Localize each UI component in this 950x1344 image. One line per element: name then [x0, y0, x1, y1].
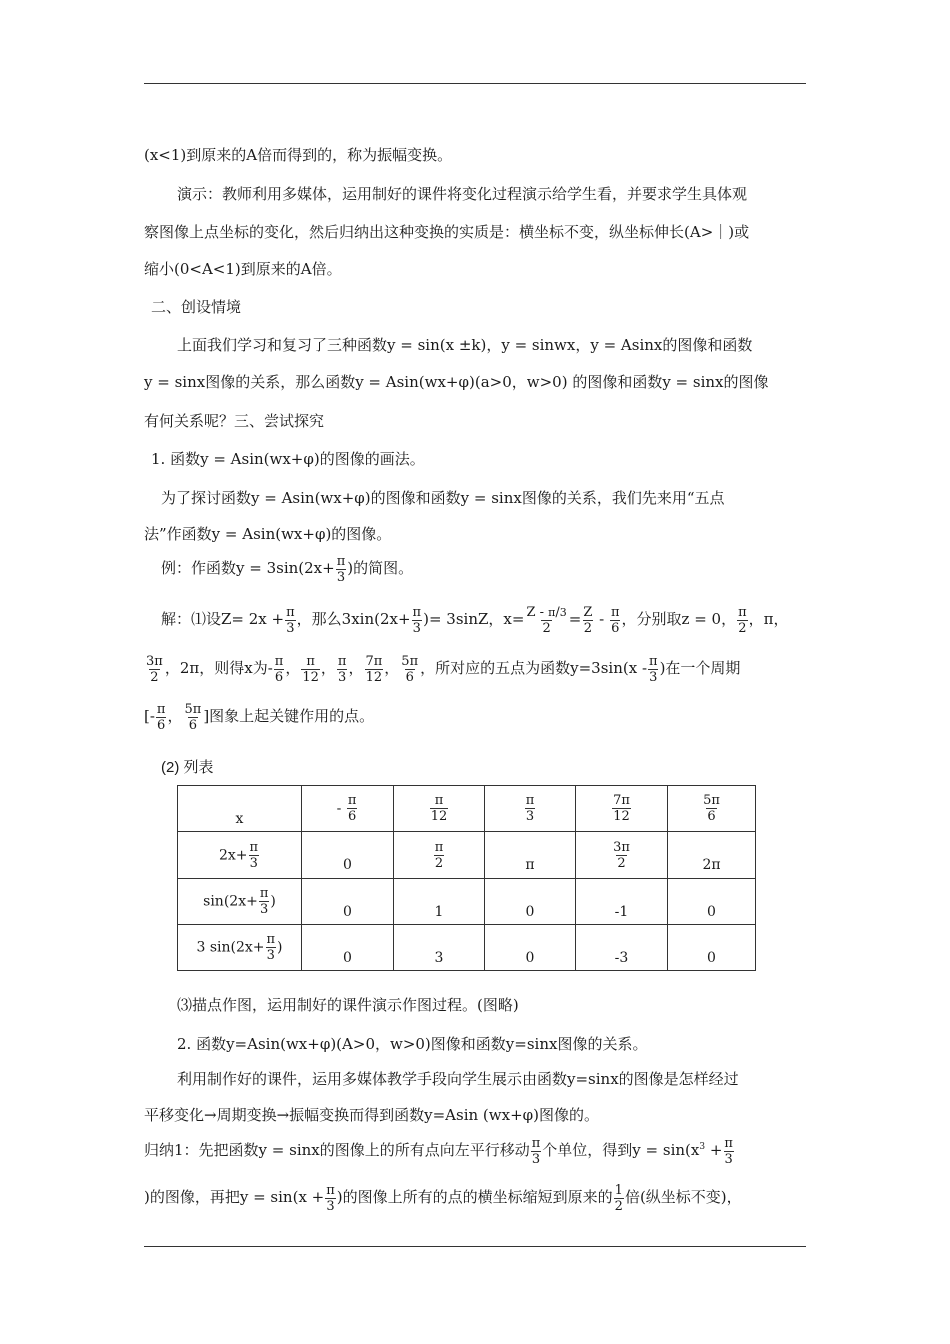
- fraction-pi-over-12: $\frac{\pi}{12}$: [302, 653, 319, 685]
- table-header-2x: 2x+ $\frac{\pi}{3}$: [178, 832, 302, 879]
- paragraph-explore-1: 为了探讨函数y = Asin(wx+φ)的图像和函数y = sinx图像的关系，我们先来用“五点: [161, 489, 725, 507]
- paragraph-courseware-2: 平移变化→周期变换→振幅变换而得到函数y=Asin (wx+φ)图像的。: [144, 1106, 600, 1124]
- solution-text: ，π，: [748, 610, 789, 628]
- table-cell: π: [485, 832, 576, 879]
- table-cell: $\frac{3\pi}{2}$: [576, 832, 668, 879]
- fraction-pi-over-3: $\frac{\pi}{3}$: [326, 1182, 335, 1214]
- solution-text: 解：⑴设Z= 2x +: [161, 610, 285, 628]
- section-heading-2: 二、创设情境: [151, 298, 242, 316]
- table-cell: $\frac{\pi}{3}$: [485, 786, 576, 832]
- summary-text: )的图像，再把y = sin(x +: [144, 1188, 325, 1206]
- solution-text: ，所对应的五点为函数y=3sin(x -: [420, 659, 648, 677]
- solution-text: ，: [167, 707, 183, 725]
- table-cell: -3: [576, 925, 668, 971]
- fraction-5pi-over-6: $\frac{5\pi}{6}$: [184, 701, 202, 733]
- fraction-pi-over-3: $\frac{\pi}{3}$: [724, 1135, 733, 1167]
- solution-line-1: [161, 598, 789, 640]
- comma: ，: [384, 659, 400, 677]
- fraction-5pi-over-6: $\frac{5\pi}{6}$: [401, 653, 419, 685]
- footer-rule: [144, 1246, 806, 1247]
- table-cell: 2π: [668, 832, 756, 879]
- fraction-pi-over-3: $\frac{\pi}{3}$: [336, 553, 346, 585]
- paragraph-demo-2: 察图像上点坐标的变化，然后归纳出这种变换的实质是：横坐标不变，纵坐标伸长(A>｜)或: [144, 223, 750, 241]
- paragraph-demo-3: 缩小(0<A<1)到原来的A倍。: [144, 260, 342, 278]
- summary-text: )的图像上所有的点的横坐标缩短到原来的: [336, 1188, 613, 1206]
- solution-text: )= 3sinZ，x=: [423, 610, 525, 628]
- equals-sign: =: [568, 610, 582, 628]
- fraction-pi-over-6: $\frac{\pi}{6}$: [156, 701, 166, 733]
- table-cell: $\frac{5\pi}{6}$: [668, 786, 756, 832]
- fraction-pi-over-3: $\frac{\pi}{3}$: [286, 604, 295, 636]
- table-cell: $\frac{\pi}{12}$: [394, 786, 485, 832]
- fraction-pi-over-2: $\frac{\pi}{2}$: [738, 604, 747, 636]
- solution-text: ]图象上起关键作用的点。: [203, 707, 375, 725]
- solution-text: [-: [144, 707, 155, 725]
- fraction-pi-over-6: $\frac{\pi}{6}$: [611, 604, 620, 636]
- table-row: [178, 786, 756, 832]
- paragraph-amplitude: (x<1)到原来的A倍而得到的，称为振幅变换。: [144, 146, 453, 164]
- fraction-pi-over-3: $\frac{\pi}{3}$: [412, 604, 422, 636]
- paragraph-explore-2: 法”作函数y = Asin(wx+φ)的图像。: [144, 525, 392, 543]
- solution-text: ，2π，则得x为-: [164, 659, 273, 677]
- summary-text: +: [705, 1141, 723, 1159]
- table-cell: $\frac{\pi}{2}$: [394, 832, 485, 879]
- table-cell: 1: [394, 879, 485, 925]
- paragraph-context-1: 上面我们学习和复习了三种函数y = sin(x ±k)，y = sinwx，y = Asinx的图像和函数: [177, 336, 753, 354]
- example-prefix: 例：作函数y = 3sin(2x+: [161, 559, 335, 577]
- fraction-1-over-2: $\frac{1}{2}$: [614, 1182, 623, 1214]
- paragraph-context-3: 有何关系呢？三、尝试探究: [144, 412, 325, 430]
- table-cell: - $\frac{\pi}{6}$: [302, 786, 394, 832]
- five-point-table: [177, 785, 756, 971]
- table-cell: 3: [394, 925, 485, 971]
- header-rule: [144, 83, 806, 84]
- comma: ，: [285, 659, 301, 677]
- table-cell: 0: [668, 925, 756, 971]
- subsection-1: 1. 函数y = Asin(wx+φ)的图像的画法。: [151, 450, 425, 468]
- solution-text: )在一个周期: [659, 659, 741, 677]
- fraction-pi-over-3: $\frac{\pi}{3}$: [649, 653, 658, 685]
- paragraph-courseware-1: 利用制作好的课件，运用多媒体教学手段向学生展示由函数y=sinx的图像是怎样经过: [177, 1070, 739, 1088]
- superscript: 3: [699, 1142, 706, 1152]
- summary-line-2: [144, 1176, 742, 1218]
- minus-sign: -: [594, 610, 609, 628]
- summary-text: 归纳1：先把函数y = sinx的图像上的所有点向左平行移动: [144, 1141, 530, 1159]
- fraction-3pi-over-2: $\frac{3\pi}{2}$: [146, 653, 163, 685]
- table-header-3sin: 3 sin(2x+ $\frac{\pi}{3}$ ): [178, 925, 302, 971]
- fraction-pi-over-6: $\frac{\pi}{6}$: [274, 653, 284, 685]
- solution-line-3: [144, 695, 374, 737]
- fraction-z-minus-pi3-over-2: $\frac{Z - \pi/3}{2}$: [526, 604, 567, 636]
- table-header-sin: sin(2x+ $\frac{\pi}{3}$ ): [178, 879, 302, 925]
- list-title: (2) 列表: [161, 759, 214, 776]
- fraction-pi-over-3: $\frac{\pi}{3}$: [337, 653, 347, 685]
- summary-text: 倍(纵坐标不变)，: [624, 1188, 742, 1206]
- solution-text: ，分别取z = 0，: [621, 610, 737, 628]
- table-cell: 0: [485, 879, 576, 925]
- table-row: [178, 879, 756, 925]
- fraction-7pi-over-12: $\frac{7\pi}{12}$: [365, 653, 383, 685]
- comma: ，: [320, 659, 336, 677]
- example-suffix: )的简图。: [347, 559, 414, 577]
- summary-line-1: [144, 1126, 735, 1171]
- solution-line-2: [144, 647, 740, 689]
- summary-text: 个单位，得到y = sin(x: [542, 1141, 700, 1159]
- paragraph-plot: ⑶描点作图，运用制好的课件演示作图过程。(图略): [177, 996, 519, 1014]
- subsection-2: 2. 函数y=Asin(wx+φ)(A>0，w>0)图像和函数y=sinx图像的关系。: [177, 1035, 648, 1053]
- paragraph-demo-1: 演示：教师利用多媒体，运用制好的课件将变化过程演示给学生看，并要求学生具体观: [177, 185, 748, 203]
- table-header-x: x: [178, 786, 302, 832]
- table-row: [178, 832, 756, 879]
- table-cell: 0: [485, 925, 576, 971]
- solution-text: ，那么3xin(2x+: [296, 610, 411, 628]
- table-cell: 0: [302, 832, 394, 879]
- table-row: [178, 925, 756, 971]
- table-cell: $\frac{7\pi}{12}$: [576, 786, 668, 832]
- table-cell: 0: [302, 879, 394, 925]
- table-cell: -1: [576, 879, 668, 925]
- example-line: [161, 548, 413, 588]
- fraction-z-over-2: $\frac{Z}{2}$: [583, 604, 593, 636]
- table-cell: 0: [668, 879, 756, 925]
- comma: ，: [348, 659, 364, 677]
- fraction-pi-over-3: $\frac{\pi}{3}$: [531, 1135, 541, 1167]
- table-cell: 0: [302, 925, 394, 971]
- paragraph-context-2: y = sinx图像的关系，那么函数y = Asin(wx+φ)(a>0，w>0) 的图像和函数y = sinx的图像: [144, 373, 769, 391]
